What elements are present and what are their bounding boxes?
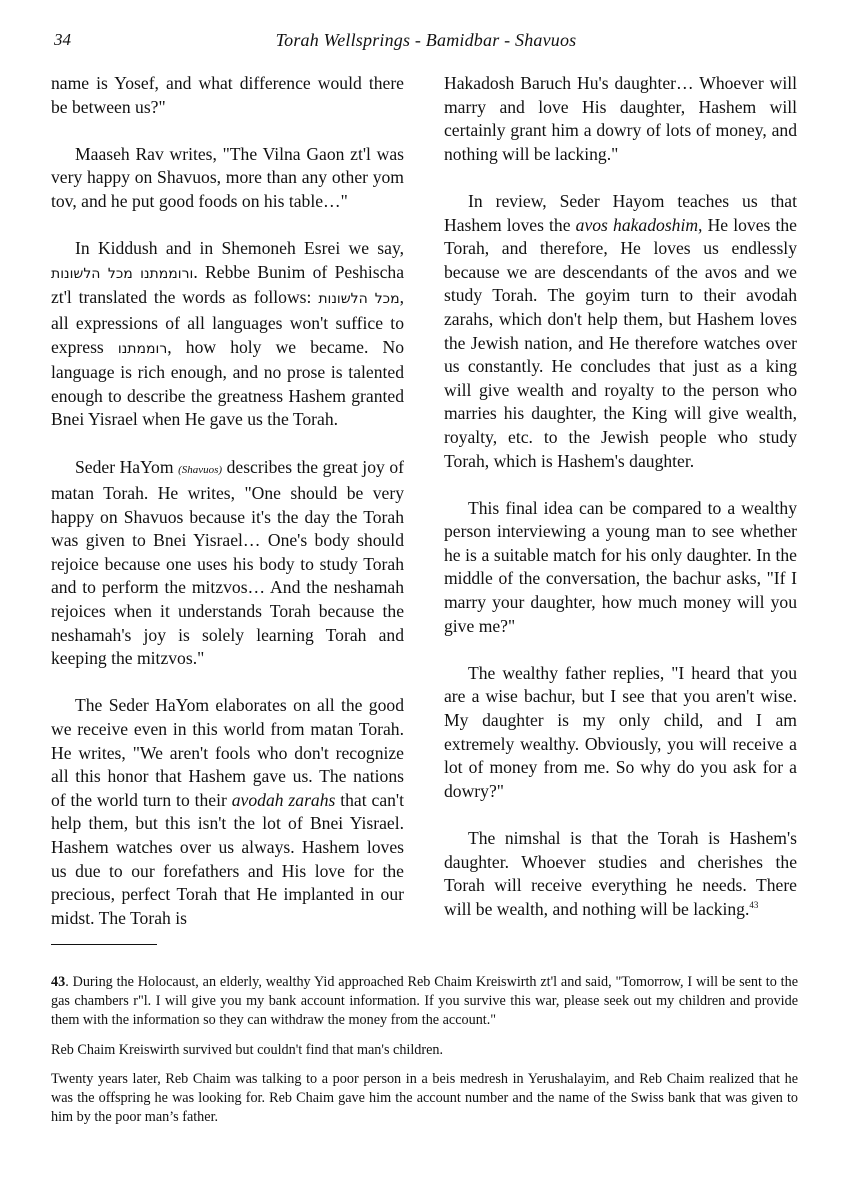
text-run: The nimshal is that the Torah is Hashem's daughter. Whoever studies and cherishes the Torah will receive everything he needs. There will be wealth, and nothing will be lacking.: [444, 828, 797, 919]
text-run: , all expressions of all languages won't suffice to express: [51, 287, 404, 357]
paragraph: [51, 237, 404, 432]
text-run: . Rebbe Bunim of Peshischa zt'l translated the words as follows:: [51, 261, 404, 308]
running-title: Torah Wellsprings - Bamidbar - Shavuos: [275, 30, 577, 50]
paragraph: This final idea can be compared to a wealthy person interviewing a young man to see whether he is a suitable match for his only daughter. In the middle of the conversation, the bachur asks, "If I marry your daughter, how much money will you give me?": [444, 497, 797, 636]
paragraph: Maaseh Rav writes, "The Vilna Gaon zt'l was very happy on Shavuos, more than any other yom tov, and he put good foods on his table…": [51, 143, 404, 211]
footnote-divider: [51, 944, 157, 945]
footnote-paragraph: Twenty years later, Reb Chaim was talking to a poor person in a beis medresh in Yerushalayim, and Reb Chaim realized that he was the offspring he was looking for. Reb Chaim gave him the account number and the name of the Swiss bank that was given to him by the poor man’s father.: [51, 1070, 798, 1126]
hebrew-text: מכל הלשונות: [318, 291, 400, 308]
page-header: [54, 30, 798, 58]
text-run: In Kiddush and in Shemoneh Esrei we say,: [75, 238, 404, 259]
paragraph: [444, 190, 797, 473]
hebrew-text: ורוממתנו מכל הלשונות: [51, 265, 194, 282]
text-run: In review, Seder Hayom teaches us that Hashem loves the: [444, 190, 797, 235]
page-number: 34: [54, 30, 71, 49]
right-column: [444, 72, 797, 921]
paragraph: [51, 694, 404, 930]
italic-term: avos hakadoshim,: [575, 214, 703, 235]
paragraph: [444, 827, 797, 921]
hebrew-text: רוממתנו: [117, 340, 168, 357]
footnote-text: . During the Holocaust, an elderly, wealthy Yid approached Reb Chaim Kreiswirth zt'l and said, "Tomorrow, I will be sent to the gas chambers r"l. I will give you my bank account information. If you survive this war, please seek out my children and provide them with the information so they can withdraw the money from the account.": [51, 974, 798, 1029]
footnote-marker[interactable]: 43: [749, 899, 759, 910]
text-run: , how holy we became. No language is rich enough, and no prose is talented enough to describe the greatness Hashem granted Bnei Yisrael when He gave us the Torah.: [51, 336, 404, 430]
footnote-paragraph: Reb Chaim Kreiswirth survived but couldn't find that man's children.: [51, 1041, 444, 1058]
paragraph: [51, 456, 404, 671]
footnotes: [51, 973, 798, 1137]
text-run: He loves the Torah, and therefore, He loves us endlessly because we are descendants of the avos and we study Torah. The goyim turn to their avodah zarahs, which don't help them, but Hashem loves the Jewish nation, and He therefore watches over us constantly. He concludes that just as a king will give wealth and royalty to the person who marries his daughter, the King will give wealth, royalty, etc. to the Jewish people who study Torah, which is Hashem's daughter.: [444, 214, 797, 471]
paragraph: The wealthy father replies, "I heard that you are a wise bachur, but I see that you aren't wise. My daughter is my only child, and I am extremely wealthy. Obviously, you will receive a lot of money from me. So why do you ask for a dowry?": [444, 662, 797, 801]
source-citation: (Shavuos): [178, 463, 223, 476]
italic-term: avodah zarahs: [231, 789, 336, 810]
left-column: [51, 72, 404, 930]
footnote: [51, 973, 798, 1031]
text-run: Seder HaYom: [75, 456, 174, 477]
text-run: that can't help them, but this isn't the lot of Bnei Yisrael. Hashem watches over us always. Hashem loves us due to our forefathers and His love for the precious, perfect Torah that He implanted in our midst. The Torah is: [51, 789, 404, 928]
paragraph: Hakadosh Baruch Hu's daughter… Whoever will marry and love His daughter, Hashem will certainly grant him a dowry of lots of money, and nothing will be lacking.": [444, 73, 797, 164]
paragraph: name is Yosef, and what difference would there be between us?": [51, 73, 404, 117]
footnote-number: 43: [51, 974, 66, 990]
text-run: The Seder HaYom elaborates on all the good we receive even in this world from matan Torah. He writes, "We aren't fools who don't recognize all this honor that Hashem gave us. The nations of the world turn to their: [51, 695, 404, 810]
text-run: describes the great joy of matan Torah. He writes, "One should be very happy on Shavuos because it's the day the Torah was given to Bnei Yisrael… One's body should rejoice because one uses his body to study Torah and to perform the mitzvos… And the neshamah rejoices when it understands Torah because the neshamah's joy is solely learning Torah and keeping the mitzvos.": [51, 456, 404, 669]
